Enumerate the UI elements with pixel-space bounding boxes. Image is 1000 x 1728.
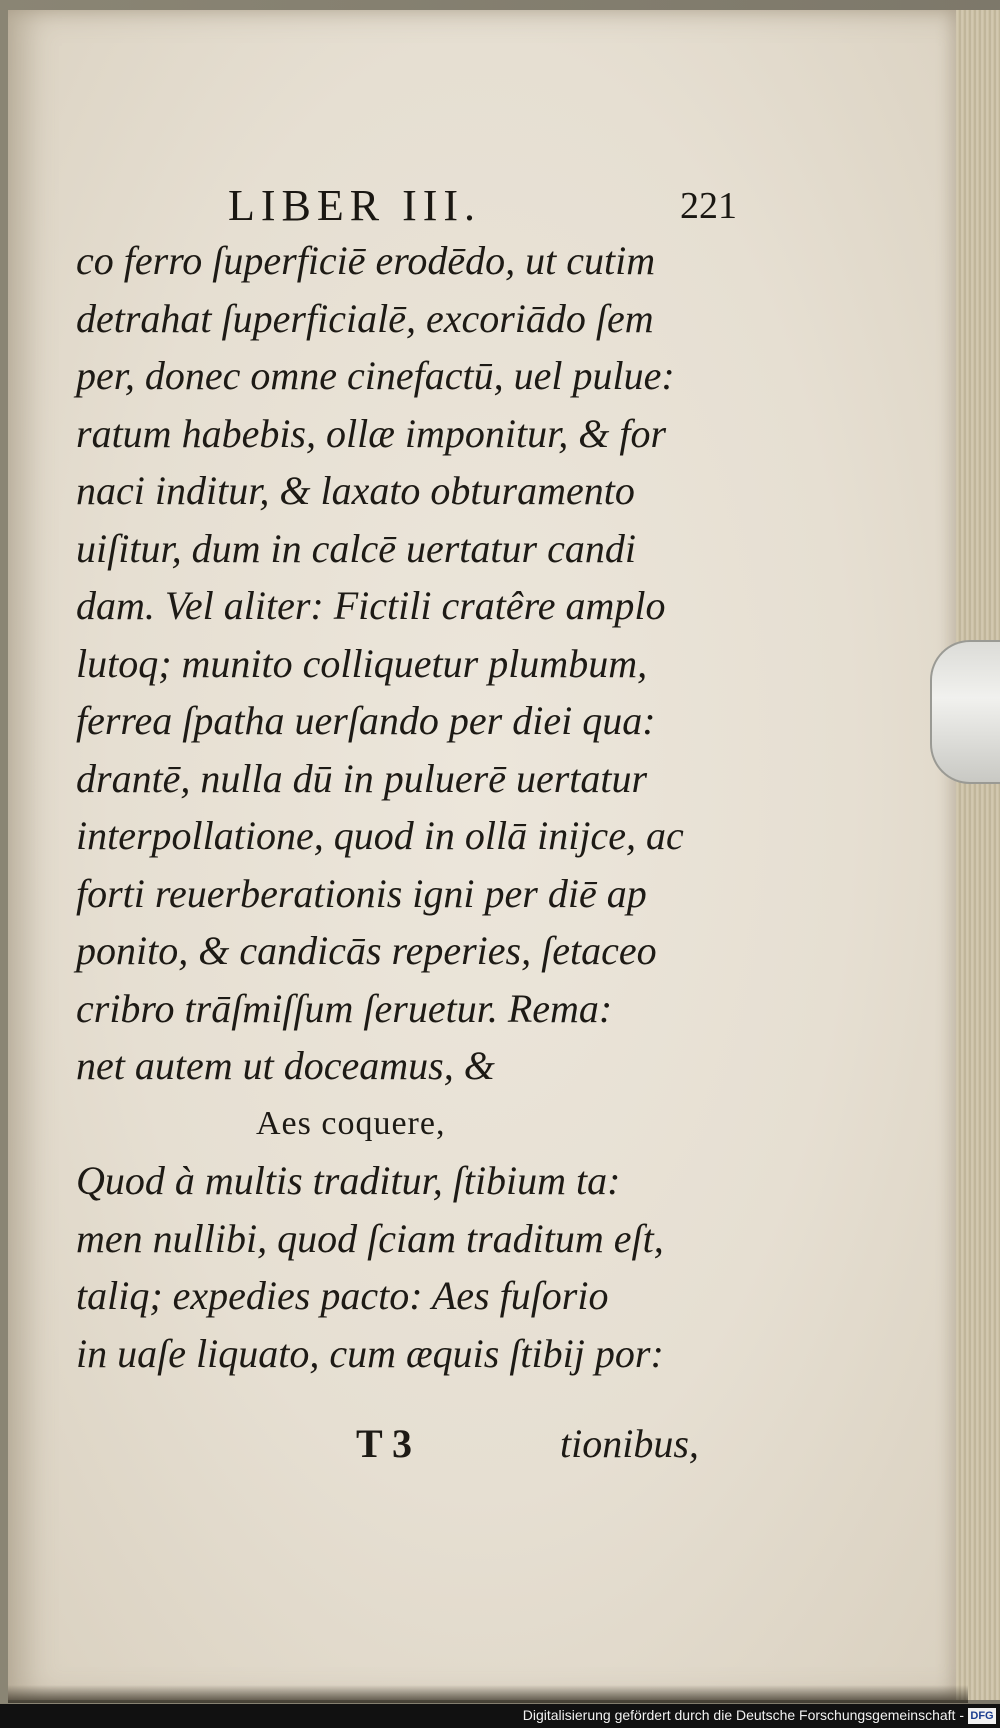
text-line: dam. Vel aliter: Fictili cratêre amplo (76, 583, 666, 628)
text-line: ratum habebis, ollæ imponitur, & for (76, 410, 667, 456)
text-line: taliq; expedies pacto: Aes fuſorio (76, 1273, 609, 1318)
section-heading: Aes coquere, (256, 1104, 446, 1142)
page-footer (8, 1420, 956, 1480)
text-line: drantē, nulla dū in puluerē uertatur (76, 755, 648, 801)
text-line: detrahat ſuperficialē, excoriādo ſem (76, 295, 654, 341)
page-header (8, 180, 956, 240)
folio-number: 221 (680, 185, 737, 227)
text-line: Quod à multis traditur, ſtibium ta: (76, 1158, 621, 1203)
catchword: tionibus, (560, 1421, 699, 1466)
text-line: lutoq; munito colliquetur plumbum, (76, 640, 648, 686)
page-shadow (8, 1685, 968, 1703)
text-line: ferrea ſpatha uerſando per diei qua: (76, 698, 656, 743)
running-title: LIBER III. (228, 181, 482, 230)
signature-mark: T 3 (356, 1421, 412, 1466)
text-line: forti reuerberationis igni per diē ap (76, 870, 647, 916)
text-line: uiſitur, dum in calcē uertatur candi (76, 525, 636, 571)
text-line: in uaſe liquato, cum æquis ſtibij por: (76, 1330, 664, 1376)
text-block (76, 232, 766, 1382)
text-line: co ferro ſuperficiē erodēdo, ut cutim (76, 238, 656, 283)
digitization-credit: Digitalisierung gefördert durch die Deutsche Forschungsgemeinschaft - (522, 1707, 964, 1723)
book-page (8, 10, 956, 1700)
text-line: ponito, & candicās reperies, ſetaceo (76, 928, 657, 973)
text-line: per, donec omne cinefactū, uel pulue: (76, 353, 675, 398)
dfg-logo-icon: DFG (968, 1708, 996, 1724)
text-line: interpollatione, quod in ollā inijce, ac (76, 813, 684, 858)
text-line: cribro trāſmiſſum ſeruetur. Rema: (76, 985, 613, 1031)
text-line: men nullibi, quod ſciam traditum eſt, (76, 1215, 664, 1261)
page-clip (930, 640, 1000, 784)
text-line: net autem ut doceamus, & (76, 1043, 495, 1088)
credit-bar (0, 1704, 1000, 1728)
text-line: naci inditur, & laxato obturamento (76, 468, 635, 513)
